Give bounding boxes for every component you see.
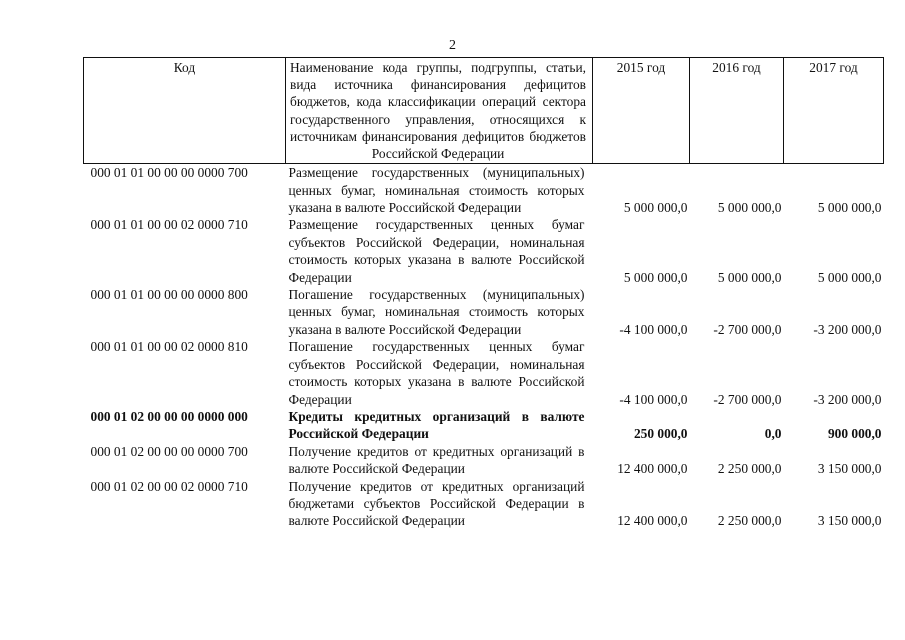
row-value-2017: 3 150 000,0 <box>817 461 882 477</box>
row-value-2016: 0,0 <box>764 426 782 442</box>
row-value-2017: -3 200 000,0 <box>813 391 882 407</box>
row-value-2017: 3 150 000,0 <box>817 513 882 529</box>
row-code: 000 01 02 00 00 00 0000 700 <box>90 443 248 459</box>
row-name: Размещение государственных ценных бумаг субъектов Российской Федерации, номинальная стоимость которых указана в валюте Российской Федерации <box>288 217 585 285</box>
table-row <box>84 478 884 530</box>
header-name: Наименование кода группы, подгруппы, статьи, вида источника финансирования дефицитов бюджетов, кода классификации операций сектора государственного управления, относящихся к источникам финансирования дефицитов бюджетов Российской Федерации <box>286 58 593 164</box>
header-2017: 2017 год <box>784 58 884 164</box>
header-2015: 2015 год <box>593 58 690 164</box>
row-name: Кредиты кредитных организаций в валюте Российской Федерации <box>288 408 585 442</box>
row-name: Получение кредитов от кредитных организаций в валюте Российской Федерации <box>288 443 585 477</box>
row-value-2015: -4 100 000,0 <box>619 391 688 407</box>
header-row <box>84 58 884 164</box>
table-row-total <box>84 408 884 443</box>
row-code: 000 01 01 00 00 00 0000 800 <box>90 287 248 303</box>
table-row <box>84 338 884 408</box>
table-row <box>84 216 884 286</box>
table-row <box>84 164 884 217</box>
row-value-2015: 12 400 000,0 <box>617 513 688 529</box>
row-code: 000 01 01 00 00 02 0000 810 <box>90 339 248 355</box>
row-value-2015: -4 100 000,0 <box>619 321 688 337</box>
row-code: 000 01 02 00 00 00 0000 000 <box>90 408 248 424</box>
table-header <box>84 58 884 164</box>
row-value-2016: -2 700 000,0 <box>713 321 782 337</box>
row-value-2016: 2 250 000,0 <box>717 513 782 529</box>
table-row <box>84 286 884 338</box>
page-number: 2 <box>449 38 456 53</box>
table-body <box>84 164 884 530</box>
row-name: Погашение государственных (муниципальных) ценных бумаг, номинальная стоимость которых указана в валюте Российской Федерации <box>288 287 585 337</box>
row-value-2015: 5 000 000,0 <box>623 200 688 216</box>
row-value-2016: -2 700 000,0 <box>713 391 782 407</box>
row-value-2017: -3 200 000,0 <box>813 321 882 337</box>
row-value-2015: 5 000 000,0 <box>623 269 688 285</box>
row-value-2017: 900 000,0 <box>827 426 882 442</box>
row-code: 000 01 01 00 00 00 0000 700 <box>90 165 248 181</box>
row-value-2016: 5 000 000,0 <box>717 269 782 285</box>
row-value-2015: 250 000,0 <box>633 426 688 442</box>
table-row <box>84 443 884 478</box>
row-code: 000 01 01 00 00 02 0000 710 <box>90 217 248 233</box>
row-value-2016: 2 250 000,0 <box>717 461 782 477</box>
row-value-2016: 5 000 000,0 <box>717 200 782 216</box>
budget-sources-table <box>83 57 884 530</box>
row-value-2015: 12 400 000,0 <box>617 461 688 477</box>
header-code: Код <box>84 58 286 164</box>
row-value-2017: 5 000 000,0 <box>817 200 882 216</box>
row-name: Погашение государственных ценных бумаг субъектов Российской Федерации, номинальная стоимость которых указана в валюте Российской Федерации <box>288 339 585 407</box>
header-2016: 2016 год <box>690 58 784 164</box>
row-name: Размещение государственных (муниципальных) ценных бумаг, номинальная стоимость которых указана в валюте Российской Федерации <box>288 165 585 216</box>
row-code: 000 01 02 00 00 02 0000 710 <box>90 478 248 494</box>
row-name: Получение кредитов от кредитных организаций бюджетами субъектов Российской Федерации в валюте Российской Федерации <box>288 478 585 529</box>
row-value-2017: 5 000 000,0 <box>817 269 882 285</box>
